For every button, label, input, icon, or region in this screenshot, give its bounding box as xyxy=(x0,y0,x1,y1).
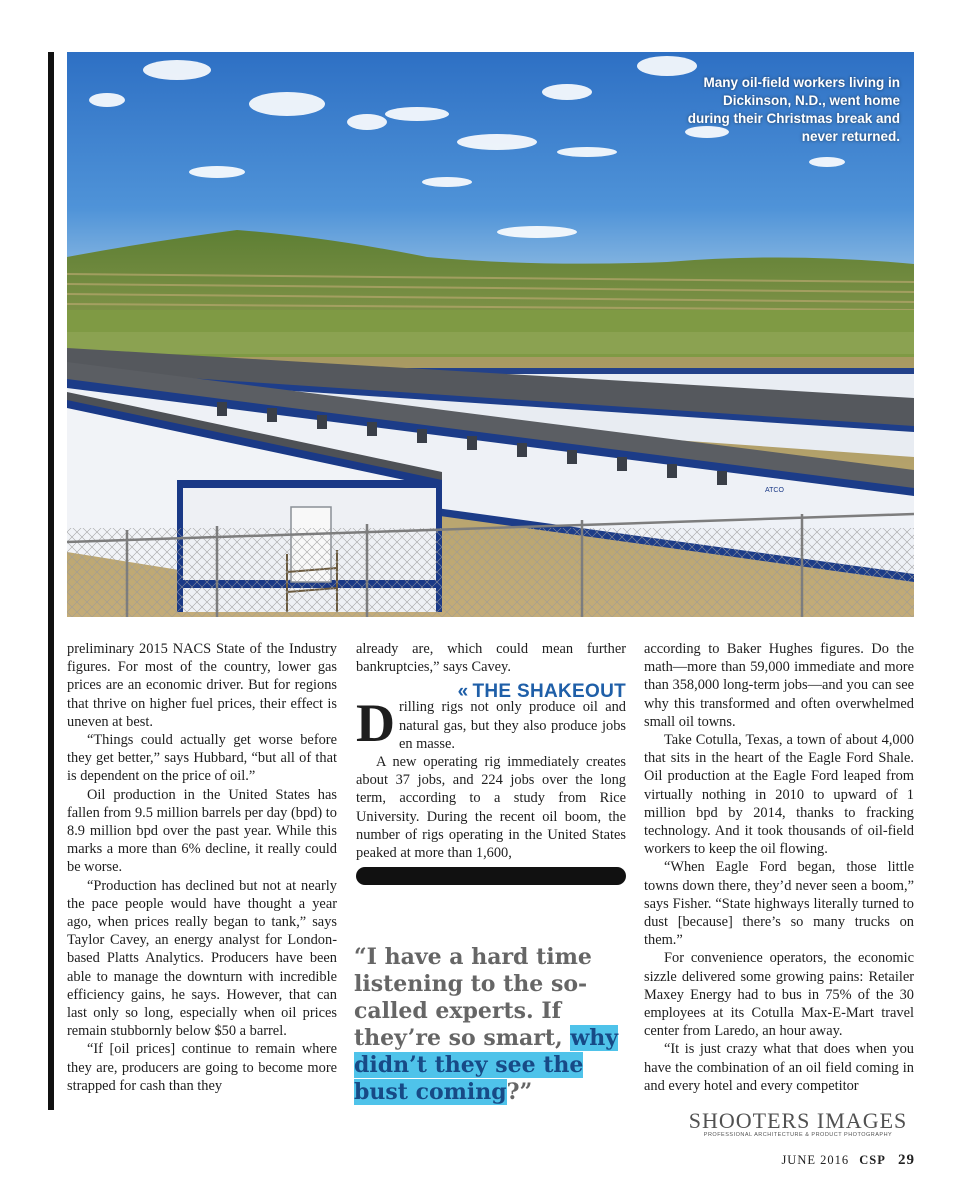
watermark-subtitle: PROFESSIONAL ARCHITECTURE & PRODUCT PHOTOGRAPHY xyxy=(703,1132,893,1138)
left-margin-rule xyxy=(48,52,54,1110)
drop-cap: D xyxy=(356,693,395,754)
paragraph: “If [oil prices] continue to remain where they are, producers are going to become more strapped for cash than they xyxy=(67,1041,337,1094)
paragraph: Oil production in the United States has fallen from 9.5 million barrels per day (bpd) to 8.9 million bpd over the past year. While this marks a more than 6% decline, it really could be worse. xyxy=(67,786,337,876)
body-column-3 xyxy=(644,640,914,1095)
chevron-left-icon: « xyxy=(457,681,469,703)
paragraph: “Things could actually get worse before they get better,” says Hubbard, “but all of that is dependent on the price of oil.” xyxy=(67,732,337,785)
pull-quote xyxy=(354,944,626,1106)
page-footer xyxy=(781,1152,915,1169)
hero-photo xyxy=(67,52,914,617)
paragraph: For convenience operators, the economic sizzle delivered some growing pains: Retailer Maxey Energy had to bus in 75% of the 30 employees at its Cotulla Max-E-Mart travel center from Laredo, an hour away. xyxy=(644,950,914,1040)
paragraph: preliminary 2015 NACS State of the Industry figures. For most of the country, lower gas prices are an economic driver. But for regions that thrive on higher fuel prices, their effect is uneven at best. xyxy=(67,641,337,730)
paragraph: “When Eagle Ford began, those little towns down there, they’d never seen a boom,” says Fisher. “State highways literally turned to dust [because] there’s so many trucks on them.” xyxy=(644,859,914,949)
paragraph-text: rilling rigs not only produce oil and natural gas, but they also produce jobs en masse. xyxy=(399,699,626,752)
watermark-title: SHOOTERS IMAGES xyxy=(688,1108,908,1133)
pull-quote-text: “I have a hard time listening to the so-called experts. If they’re so smart, xyxy=(354,944,592,1051)
redaction-bar xyxy=(356,867,626,885)
section-title: THE SHAKEOUT xyxy=(472,681,626,703)
body-column-1 xyxy=(67,640,337,1095)
paragraph: Take Cotulla, Texas, a town of about 4,000 that sits in the heart of the Eagle Ford Shale. Oil production at the Eagle Ford leaped from virtually nothing in 2010 to upward of 1 million bpd by 2014, thanks to fracking technology. And it took thousands of oil-field workers to keep the oil flowing. xyxy=(644,732,914,858)
body-column-2 xyxy=(356,640,626,885)
page-number: 29 xyxy=(898,1152,915,1168)
paragraph: already are, which could mean further bankruptcies,” says Cavey. xyxy=(356,641,626,676)
publication-name: CSP xyxy=(859,1153,886,1167)
pull-quote-end: ?” xyxy=(506,1079,533,1105)
paragraph: “Production has declined but not at nearly the pace people would have thought a year ago, when prices really began to tank,” says Taylor Cavey, an energy analyst for London-based Platts Analytics. Producers have been able to manage the downturn with incredible efficiency gains, he says. However, that can last only so long, especially when oil prices remain stubbornly below $50 a barrel. xyxy=(67,877,337,1040)
building-label: ATCO xyxy=(765,487,784,494)
paragraph: A new operating rig immediately creates about 37 jobs, and 224 jobs over the long term, according to a study from Rice University. During the recent oil boom, the number of rigs operating in the United States peaked at more than 1,600, xyxy=(356,754,626,862)
photo-caption: Many oil-field workers living in Dickinson, N.D., went home during their Christmas break and never returned. xyxy=(687,75,900,144)
watermark xyxy=(680,1110,916,1138)
paragraph xyxy=(356,693,626,754)
paragraph: according to Baker Hughes figures. Do the math—more than 59,000 immediate and more than 358,000 long-term jobs—and you can see why this transformed and often overwhelmed small oil towns. xyxy=(644,641,914,730)
pull-quote-highlight: why didn’t they see the bust coming xyxy=(354,1025,619,1105)
issue-date: JUNE 2016 xyxy=(781,1153,850,1167)
paragraph: “It is just crazy what that does when you have the combination of an oil field coming in and every hotel and every competitor xyxy=(644,1041,914,1094)
